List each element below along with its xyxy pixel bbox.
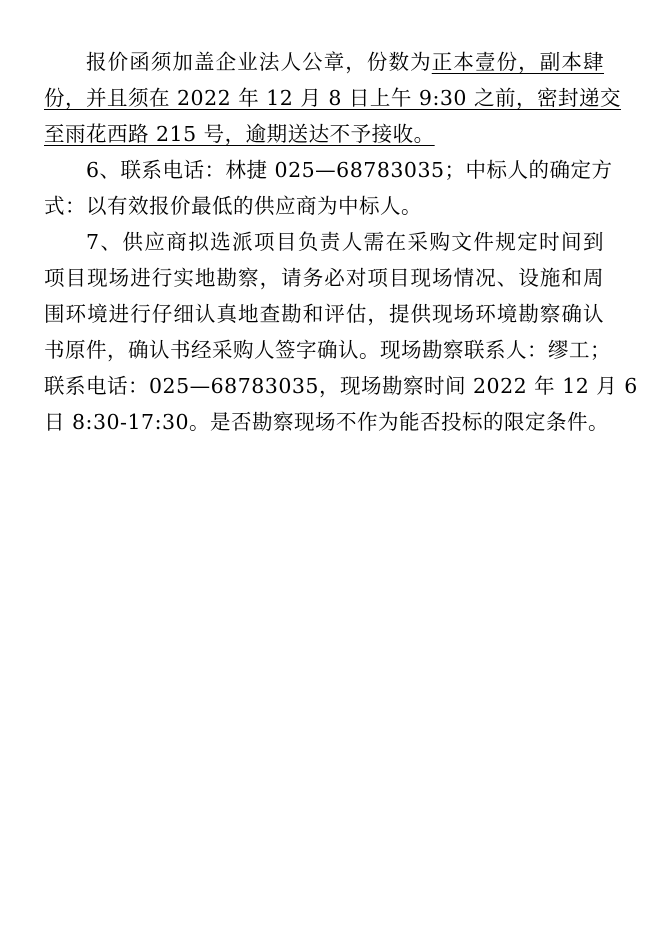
text-line: 书原件，确认书经采购人签字确认。现场勘察联系人：缪工； bbox=[44, 338, 611, 362]
text-line: 联系电话：025—68783035，现场勘察时间 2022 年 12 月 6 bbox=[44, 374, 638, 398]
paragraph-quote-submission bbox=[44, 44, 621, 152]
text-line bbox=[44, 116, 604, 152]
text-line: 项目现场进行实地勘察，请务必对项目现场情况、设施和周 bbox=[44, 266, 604, 290]
text-line: 式：以有效报价最低的供应商为中标人。 bbox=[44, 194, 422, 218]
text-underlined: 至雨花西路 215 号，逾期送达不予接收。 bbox=[44, 122, 435, 146]
text-plain: 报价函须加盖企业法人公章，份数为 bbox=[86, 50, 432, 74]
text-underlined: 正本壹份，副本肆 bbox=[431, 50, 605, 74]
text-line: 6、联系电话：林捷 025—68783035；中标人的确定方 bbox=[86, 158, 613, 182]
text-underlined: 份，并且须在 2022 年 12 月 8 日上午 9:30 之前，密封递交 bbox=[44, 86, 621, 110]
document-body bbox=[44, 44, 638, 440]
paragraph-site-inspection bbox=[44, 224, 638, 440]
text-line bbox=[44, 80, 621, 116]
text-line: 围环境进行仔细认真地查勘和评估，提供现场环境勘察确认 bbox=[44, 302, 604, 326]
paragraph-contact bbox=[44, 152, 613, 224]
text-line: 7、供应商拟选派项目负责人需在采购文件规定时间到 bbox=[86, 230, 604, 254]
text-line bbox=[44, 44, 604, 80]
text-line: 日 8:30-17:30。是否勘察现场不作为能否投标的限定条件。 bbox=[44, 410, 610, 434]
